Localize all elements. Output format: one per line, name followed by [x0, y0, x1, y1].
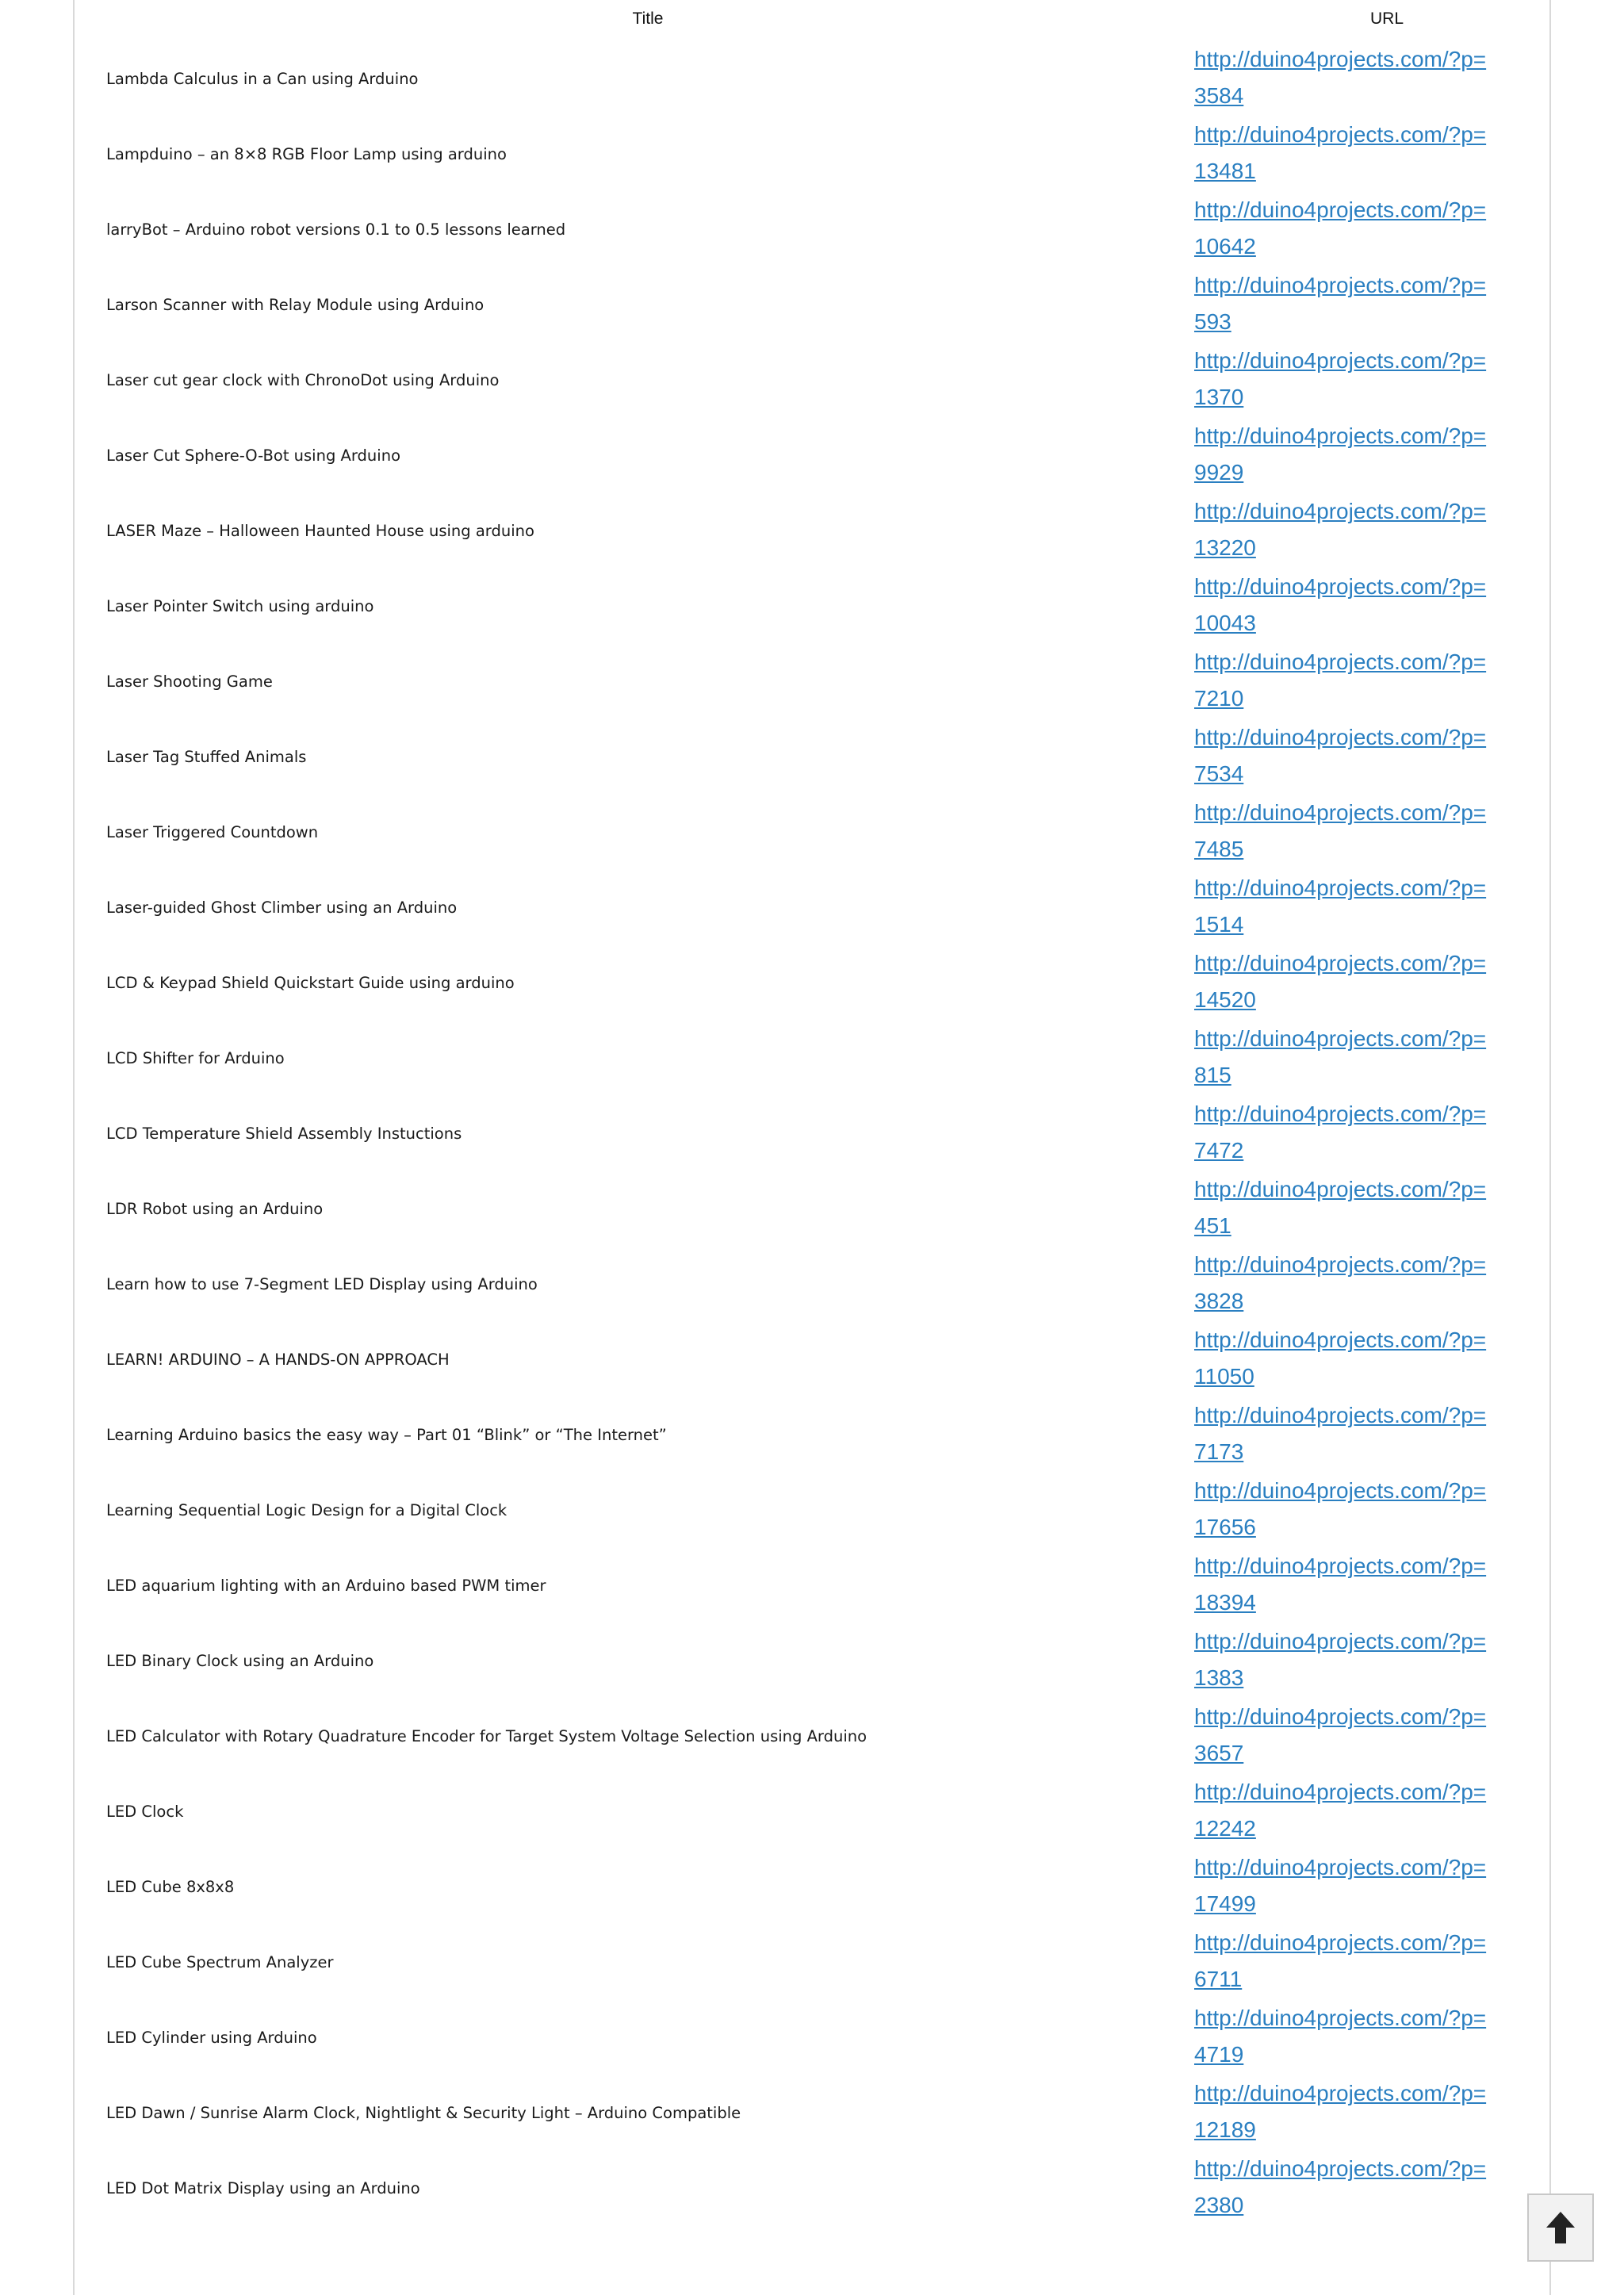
row-title: Laser Tag Stuffed Animals — [106, 748, 307, 766]
table-row — [75, 2075, 1549, 2151]
row-url-link[interactable]: http://duino4projects.com/?p=10043 — [1194, 574, 1487, 635]
table-row — [75, 418, 1549, 493]
row-url-link[interactable]: http://duino4projects.com/?p=1514 — [1194, 875, 1487, 937]
row-url-link[interactable]: http://duino4projects.com/?p=14520 — [1194, 951, 1487, 1012]
table-row — [75, 719, 1549, 795]
row-url-link[interactable]: http://duino4projects.com/?p=9929 — [1194, 423, 1487, 485]
row-title: Laser cut gear clock with ChronoDot using Arduino — [106, 371, 500, 389]
table-row — [75, 343, 1549, 418]
table-row — [75, 1699, 1549, 1774]
row-url-link[interactable]: http://duino4projects.com/?p=815 — [1194, 1026, 1487, 1087]
row-url-link[interactable]: http://duino4projects.com/?p=13220 — [1194, 499, 1487, 560]
row-title: Lampduino – an 8×8 RGB Floor Lamp using arduino — [106, 145, 507, 163]
column-header-title: Title — [632, 10, 664, 28]
row-title: Learning Arduino basics the easy way – Part 01 “Blink” or “The Internet” — [106, 1426, 667, 1444]
back-to-top-button[interactable] — [1527, 2193, 1594, 2262]
row-url-link[interactable]: http://duino4projects.com/?p=17656 — [1194, 1478, 1487, 1539]
row-title: LED Clock — [106, 1803, 184, 1821]
row-title: LCD & Keypad Shield Quickstart Guide using arduino — [106, 974, 515, 992]
row-title: LED Dot Matrix Display using an Arduino — [106, 2179, 420, 2197]
table-row — [75, 2000, 1549, 2075]
table-row — [75, 1096, 1549, 1171]
table-row — [75, 1548, 1549, 1623]
row-title: larryBot – Arduino robot versions 0.1 to 0.5 lessons learned — [106, 220, 566, 239]
row-title: Learning Sequential Logic Design for a Digital Clock — [106, 1501, 508, 1519]
table-row — [75, 1021, 1549, 1096]
table-row — [75, 644, 1549, 719]
row-url-link[interactable]: http://duino4projects.com/?p=4719 — [1194, 2006, 1487, 2067]
row-title: LCD Shifter for Arduino — [106, 1049, 285, 1067]
row-url-link[interactable]: http://duino4projects.com/?p=3828 — [1194, 1252, 1487, 1313]
table-row — [75, 870, 1549, 945]
row-title: LDR Robot using an Arduino — [106, 1200, 324, 1218]
table-row — [75, 1849, 1549, 1925]
row-title: LED Binary Clock using an Arduino — [106, 1652, 374, 1670]
row-title: LCD Temperature Shield Assembly Instuctions — [106, 1125, 462, 1143]
row-title: LED Calculator with Rotary Quadrature Encoder for Target System Voltage Selection using Arduino — [106, 1727, 868, 1745]
row-url-link[interactable]: http://duino4projects.com/?p=7485 — [1194, 800, 1487, 861]
row-url-link[interactable]: http://duino4projects.com/?p=1370 — [1194, 348, 1487, 409]
table-row — [75, 1774, 1549, 1849]
row-url-link[interactable]: http://duino4projects.com/?p=13481 — [1194, 122, 1487, 183]
row-title: Learn how to use 7-Segment LED Display using Arduino — [106, 1275, 538, 1293]
row-url-link[interactable]: http://duino4projects.com/?p=3584 — [1194, 47, 1487, 108]
row-url-link[interactable]: http://duino4projects.com/?p=18394 — [1194, 1554, 1487, 1615]
row-title: Laser Pointer Switch using arduino — [106, 597, 374, 615]
table-row — [75, 1925, 1549, 2000]
row-title: Laser Shooting Game — [106, 672, 273, 691]
table-row — [75, 41, 1549, 117]
table-row — [75, 1171, 1549, 1247]
row-title: LEARN! ARDUINO – A HANDS-ON APPROACH — [106, 1351, 450, 1369]
row-url-link[interactable]: http://duino4projects.com/?p=10642 — [1194, 197, 1487, 259]
table-row — [75, 1322, 1549, 1397]
column-header-url: URL — [1369, 10, 1404, 28]
table-row — [75, 795, 1549, 870]
table-row — [75, 267, 1549, 343]
row-url-link[interactable]: http://duino4projects.com/?p=7210 — [1194, 649, 1487, 711]
row-url-link[interactable]: http://duino4projects.com/?p=2380 — [1194, 2156, 1487, 2217]
row-title: Laser Triggered Countdown — [106, 823, 319, 841]
row-url-link[interactable]: http://duino4projects.com/?p=7534 — [1194, 725, 1487, 786]
table-row — [75, 2151, 1549, 2226]
row-url-link[interactable]: http://duino4projects.com/?p=3657 — [1194, 1704, 1487, 1765]
table-row — [75, 1397, 1549, 1473]
row-title: LED aquarium lighting with an Arduino based PWM timer — [106, 1577, 546, 1595]
row-url-link[interactable]: http://duino4projects.com/?p=12189 — [1194, 2081, 1487, 2142]
table-row — [75, 945, 1549, 1021]
table-row — [75, 117, 1549, 192]
row-url-link[interactable]: http://duino4projects.com/?p=6711 — [1194, 1930, 1487, 1991]
row-title: Larson Scanner with Relay Module using Arduino — [106, 296, 485, 314]
table-header — [75, 10, 1549, 33]
table-body — [75, 41, 1549, 2226]
row-title: Laser Cut Sphere-O-Bot using Arduino — [106, 446, 400, 465]
row-url-link[interactable]: http://duino4projects.com/?p=7472 — [1194, 1102, 1487, 1163]
row-title: LED Dawn / Sunrise Alarm Clock, Nightlight & Security Light – Arduino Compatible — [106, 2104, 741, 2122]
row-url-link[interactable]: http://duino4projects.com/?p=1383 — [1194, 1629, 1487, 1690]
arrow-up-icon — [1545, 2210, 1576, 2245]
content-frame — [73, 0, 1551, 2295]
table-row — [75, 569, 1549, 644]
table-row — [75, 1473, 1549, 1548]
row-title: LED Cube 8x8x8 — [106, 1878, 235, 1896]
row-title: LED Cylinder using Arduino — [106, 2029, 317, 2047]
row-title: Laser-guided Ghost Climber using an Arduino — [106, 898, 458, 917]
row-url-link[interactable]: http://duino4projects.com/?p=17499 — [1194, 1855, 1487, 1916]
row-title: Lambda Calculus in a Can using Arduino — [106, 70, 419, 88]
row-url-link[interactable]: http://duino4projects.com/?p=11050 — [1194, 1328, 1487, 1389]
row-url-link[interactable]: http://duino4projects.com/?p=7173 — [1194, 1403, 1487, 1464]
table-row — [75, 1623, 1549, 1699]
row-url-link[interactable]: http://duino4projects.com/?p=593 — [1194, 273, 1487, 334]
row-title: LED Cube Spectrum Analyzer — [106, 1953, 334, 1971]
row-title: LASER Maze – Halloween Haunted House using arduino — [106, 522, 534, 540]
table-row — [75, 1247, 1549, 1322]
table-row — [75, 192, 1549, 267]
row-url-link[interactable]: http://duino4projects.com/?p=451 — [1194, 1177, 1487, 1238]
table-row — [75, 493, 1549, 569]
row-url-link[interactable]: http://duino4projects.com/?p=12242 — [1194, 1780, 1487, 1841]
